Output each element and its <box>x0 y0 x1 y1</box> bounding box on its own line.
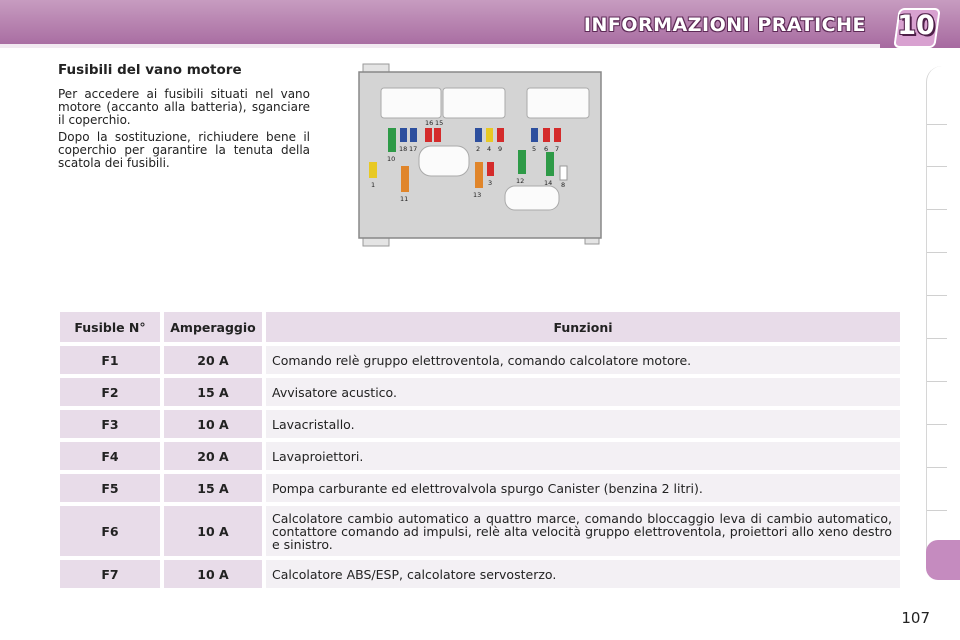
column-header-functions: Funzioni <box>266 312 900 342</box>
fuse-11 <box>401 166 409 192</box>
fuse-function: Pompa carburante ed elettrovalvola spurgo Canister (benzina 2 litri). <box>266 474 900 502</box>
fuse-8 <box>560 166 567 180</box>
table-row <box>60 442 900 470</box>
relay-slot <box>505 186 559 210</box>
fuse-label: 15 <box>435 119 444 127</box>
fuse-amperage: 10 A <box>164 410 262 438</box>
relay-slot <box>419 146 469 176</box>
fuse-label: 3 <box>488 179 493 187</box>
tab-divider <box>927 252 947 253</box>
tab-divider <box>927 295 947 296</box>
fuse-9 <box>497 128 504 142</box>
fuse-5 <box>531 128 538 142</box>
fuse-16 <box>425 128 432 142</box>
fuse-label: 16 <box>425 119 434 127</box>
relay-slot <box>443 88 505 118</box>
tab-divider <box>927 209 947 210</box>
fuse-label: 11 <box>400 195 409 203</box>
table-row <box>60 378 900 406</box>
fuse-14 <box>546 152 554 176</box>
tab-divider <box>927 166 947 167</box>
fuse-amperage: 20 A <box>164 346 262 374</box>
fuse-number: F1 <box>60 346 160 374</box>
table-row <box>60 506 900 556</box>
table-row <box>60 474 900 502</box>
fuse-number: F7 <box>60 560 160 588</box>
fuse-function: Lavaproiettori. <box>266 442 900 470</box>
chapter-tab-active[interactable] <box>926 540 960 580</box>
chapter-tab-strip <box>926 66 960 576</box>
fuse-label: 2 <box>476 145 481 153</box>
tab-divider <box>927 424 947 425</box>
table-header-row <box>60 312 900 342</box>
fuse-2 <box>475 128 482 142</box>
fuse-label: 13 <box>473 191 482 199</box>
fuse-amperage: 15 A <box>164 474 262 502</box>
chapter-number: 10 <box>897 10 935 41</box>
fuse-label: 8 <box>561 181 566 189</box>
fuse-number: F3 <box>60 410 160 438</box>
fuse-10 <box>388 128 396 152</box>
fuse-number: F2 <box>60 378 160 406</box>
fuse-label: 14 <box>544 179 553 187</box>
fuse-label: 6 <box>544 145 549 153</box>
fuse-label: 9 <box>498 145 503 153</box>
fuse-number: F5 <box>60 474 160 502</box>
fuse-12 <box>518 150 526 174</box>
fuse-label: 1 <box>371 181 376 189</box>
fuse-label: 7 <box>555 145 560 153</box>
tab-divider <box>927 124 947 125</box>
tab-divider <box>927 510 947 511</box>
column-header-fuse: Fusible N° <box>60 312 160 342</box>
relay-slot <box>527 88 589 118</box>
fuse-15 <box>434 128 441 142</box>
fuse-label: 4 <box>487 145 492 153</box>
table-row <box>60 560 900 588</box>
table-row <box>60 410 900 438</box>
fuse-7 <box>554 128 561 142</box>
fuse-1 <box>369 162 377 178</box>
section-title: Fusibili del vano motore <box>58 62 242 78</box>
fuse-amperage: 15 A <box>164 378 262 406</box>
fuse-17 <box>410 128 417 142</box>
fuse-number: F4 <box>60 442 160 470</box>
fuse-number: F6 <box>60 506 160 556</box>
fuse-function: Comando relè gruppo elettroventola, comando calcolatore motore. <box>266 346 900 374</box>
fuse-table <box>56 308 904 592</box>
tab-divider <box>927 338 947 339</box>
fuse-label: 18 <box>399 145 408 153</box>
column-header-amperage: Amperaggio <box>164 312 262 342</box>
tab-divider <box>927 467 947 468</box>
fuse-function: Lavacristallo. <box>266 410 900 438</box>
relay-slot <box>381 88 441 118</box>
fuse-function: Avvisatore acustico. <box>266 378 900 406</box>
fuse-label: 10 <box>387 155 396 163</box>
fuse-4 <box>486 128 493 142</box>
table-row <box>60 346 900 374</box>
fuse-amperage: 20 A <box>164 442 262 470</box>
fuse-amperage: 10 A <box>164 560 262 588</box>
chapter-title: INFORMAZIONI PRATICHE <box>583 14 866 36</box>
fuse-3 <box>487 162 494 176</box>
intro-paragraph: Per accedere ai fusibili situati nel vano motore (accanto alla batteria), sganciare il coperchio. <box>58 87 310 127</box>
fuse-function: Calcolatore ABS/ESP, calcolatore servosterzo. <box>266 560 900 588</box>
fuse-box-diagram <box>355 62 615 252</box>
fuse-label: 5 <box>532 145 537 153</box>
fuse-6 <box>543 128 550 142</box>
tab-divider <box>927 381 947 382</box>
intro-text <box>58 88 310 170</box>
fuse-label: 12 <box>516 177 525 185</box>
header-stripe <box>0 44 880 48</box>
fuse-amperage: 10 A <box>164 506 262 556</box>
intro-paragraph: Dopo la sostituzione, richiudere bene il coperchio per garantire la tenuta della scatola dei fusibili. <box>58 130 310 170</box>
page-number: 107 <box>901 609 930 627</box>
fuse-18 <box>400 128 407 142</box>
fuse-label: 17 <box>409 145 418 153</box>
fuse-function: Calcolatore cambio automatico a quattro marce, comando bloccaggio leva di cambio automatico, contattore comando ad impulsi, relè alta velocità gruppo elettroventola, proiettori allo xeno destro e sinistro. <box>266 506 900 556</box>
fuse-13 <box>475 162 483 188</box>
